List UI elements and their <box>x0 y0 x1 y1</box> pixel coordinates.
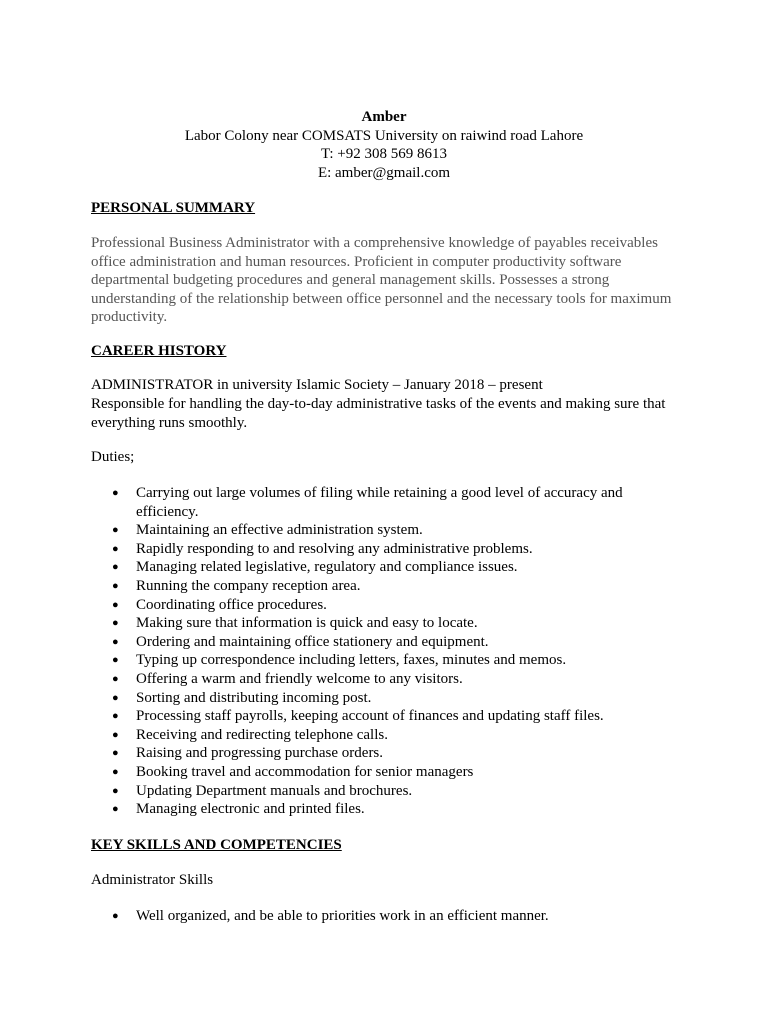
list-item: ● Maintaining an effective administration system. <box>112 522 423 539</box>
bullet-icon: ● <box>112 524 119 537</box>
list-item: ● Managing electronic and printed files. <box>112 801 365 818</box>
bullet-icon: ● <box>112 487 119 499</box>
candidate-name: Amber <box>361 109 407 125</box>
key-skills-heading: KEY SKILLS AND COMPETENCIES <box>91 837 342 853</box>
bullet-icon: ● <box>112 747 119 760</box>
list-item: ● Raising and progressing purchase orders. <box>112 745 384 762</box>
bullet-icon: ● <box>112 803 119 816</box>
bullet-icon: ● <box>112 598 119 611</box>
bullet-icon: ● <box>112 579 119 592</box>
list-item: ● Coordinating office procedures. <box>112 596 327 613</box>
personal-summary-text: Professional Business Administrator with a comprehensive knowledge of payables receivables office administration and human resources. Proficient in computer productivity software departmental budgeting procedures and general management skills. Possesses a strong understanding of the relationship between office personnel and the necessary tools for maximum productivity. <box>91 235 672 326</box>
address: Labor Colony near COMSATS University on raiwind road Lahore <box>184 127 584 144</box>
career-role-line: ADMINISTRATOR in university Islamic Society – January 2018 – present <box>91 377 543 393</box>
phone: T: +92 308 569 8613 <box>320 146 448 162</box>
bullet-icon: ● <box>112 617 119 630</box>
contact-header <box>0 108 768 182</box>
bullet-icon: ● <box>112 654 119 667</box>
bullet-icon: ● <box>112 561 119 574</box>
list-item: ● Updating Department manuals and brochures. <box>112 782 413 799</box>
bullet-icon: ● <box>112 765 119 778</box>
list-item: ● Well organized, and be able to priorities work in an efficient manner. <box>112 908 549 924</box>
bullet-icon: ● <box>112 910 119 922</box>
list-item: ● Making sure that information is quick and easy to locate. <box>112 615 478 632</box>
list-item: ● Rapidly responding to and resolving any administrative problems. <box>112 540 533 557</box>
list-item: ● Managing related legislative, regulatory and compliance issues. <box>112 559 518 576</box>
list-item: ● Receiving and redirecting telephone calls. <box>112 726 388 743</box>
career-history-heading: CAREER HISTORY <box>91 343 227 359</box>
list-item: ● Carrying out large volumes of filing while retaining a good level of accuracy and efficiency. <box>112 485 623 520</box>
list-item: ● Sorting and distributing incoming post. <box>112 689 372 706</box>
list-item: ● Processing staff payrolls, keeping account of finances and updating staff files. <box>112 708 604 725</box>
duties-list <box>91 484 681 819</box>
list-item: ● Booking travel and accommodation for senior managers <box>112 763 474 780</box>
list-item: ● Running the company reception area. <box>112 577 361 594</box>
bullet-icon: ● <box>112 672 119 685</box>
bullet-icon: ● <box>112 691 119 704</box>
list-item: ● Offering a warm and friendly welcome to any visitors. <box>112 670 463 687</box>
personal-summary-heading: PERSONAL SUMMARY <box>91 200 256 216</box>
bullet-icon: ● <box>112 710 119 723</box>
bullet-icon: ● <box>112 784 119 797</box>
skills-list <box>91 907 691 926</box>
email: E: amber@gmail.com <box>317 164 451 181</box>
skills-subheading: Administrator Skills <box>91 872 214 888</box>
duties-label: Duties; <box>91 449 135 465</box>
bullet-icon: ● <box>112 542 119 555</box>
list-item: ● Ordering and maintaining office stationery and equipment. <box>112 633 489 650</box>
list-item: ● Typing up correspondence including letters, faxes, minutes and memos. <box>112 652 567 669</box>
bullet-icon: ● <box>112 728 119 741</box>
career-responsibility: Responsible for handling the day-to-day administrative tasks of the events and making sure that everything runs smoothly. <box>91 396 666 431</box>
bullet-icon: ● <box>112 635 119 648</box>
